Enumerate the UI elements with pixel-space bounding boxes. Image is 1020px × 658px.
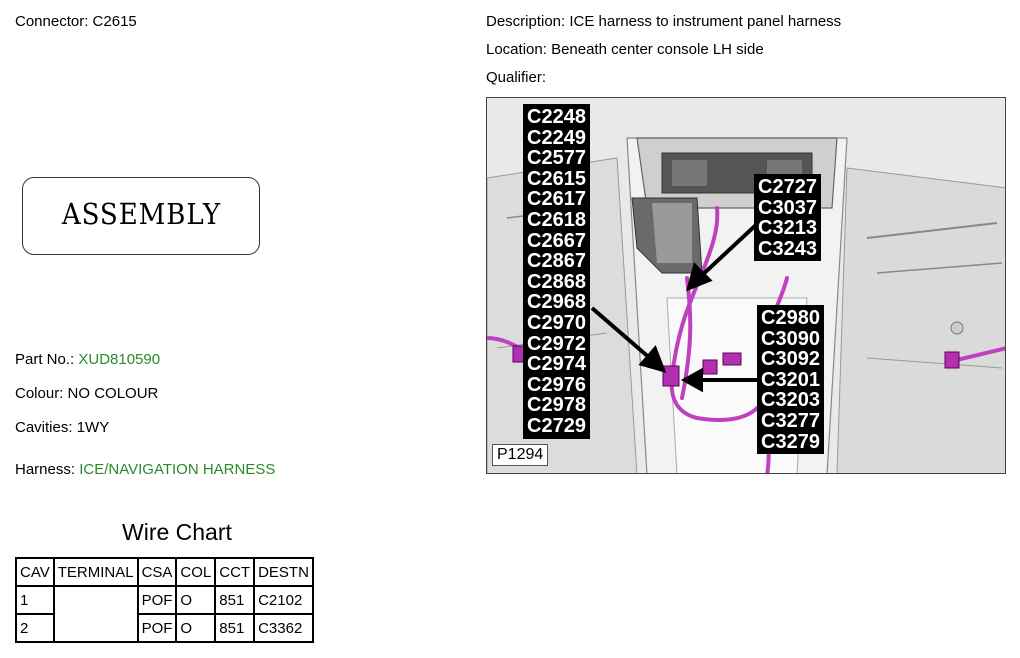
cell-destn-link[interactable]: C3362: [254, 614, 313, 642]
cell-cct: 851: [215, 586, 254, 614]
connector-value: C2615: [92, 13, 137, 30]
cavities-label: Cavities:: [15, 419, 73, 436]
colour-value: NO COLOUR: [67, 385, 159, 402]
list-item: C3243: [758, 237, 817, 260]
qualifier-line: [486, 69, 546, 86]
list-item: C2868: [527, 270, 586, 293]
qualifier-label: Qualifier:: [486, 69, 547, 86]
cell-col: O: [176, 586, 215, 614]
part-no-link[interactable]: XUD810590: [78, 351, 161, 368]
table-row: [16, 586, 313, 614]
header-terminal: TERMINAL: [54, 558, 138, 586]
harness-label: Harness:: [15, 461, 76, 478]
connector-list-left: [523, 104, 590, 439]
assembly-image: [22, 177, 260, 255]
description-label: Description:: [486, 13, 566, 30]
cell-csa: POF: [138, 586, 177, 614]
cell-cct: 851: [215, 614, 254, 642]
list-item: C2968: [527, 291, 586, 314]
list-item: C2974: [527, 353, 586, 376]
list-item: C2976: [527, 373, 586, 396]
cavities-value: 1WY: [76, 419, 110, 436]
wire-chart-title: Wire Chart: [122, 519, 232, 545]
connector-list-top-right: [754, 174, 821, 261]
assembly-label: ASSEMBLY: [61, 197, 221, 231]
part-no-line: [15, 351, 160, 368]
colour-label: Colour:: [15, 385, 64, 402]
list-item: C3037: [758, 196, 817, 219]
cell-cav: 2: [16, 614, 54, 642]
cell-col: O: [176, 614, 215, 642]
list-item: C2618: [527, 208, 586, 231]
cell-cav: 1: [16, 586, 54, 614]
list-item: C3203: [761, 389, 820, 412]
connector-line: [15, 13, 137, 30]
cell-terminal: [54, 586, 138, 642]
header-destn: DESTN: [254, 558, 313, 586]
list-item: C2577: [527, 147, 586, 170]
cavities-line: [15, 419, 109, 436]
list-item: C3090: [761, 327, 820, 350]
list-item: C2978: [527, 394, 586, 417]
header-csa: CSA: [138, 558, 177, 586]
connector-list-bottom-right: [757, 305, 824, 454]
list-item: C2615: [527, 167, 586, 190]
harness-link[interactable]: ICE/NAVIGATION HARNESS: [79, 461, 276, 478]
list-item: C3092: [761, 348, 820, 371]
list-item: C2617: [527, 188, 586, 211]
list-item: C2867: [527, 250, 586, 273]
header-cct: CCT: [215, 558, 254, 586]
part-no-label: Part No.:: [15, 351, 75, 368]
location-value: Beneath center console LH side: [551, 41, 764, 58]
location-line: [486, 41, 764, 58]
header-cav: CAV: [16, 558, 54, 586]
list-item: C2248: [527, 106, 586, 128]
list-item: C2249: [527, 126, 586, 149]
wire-chart-header-row: [16, 558, 313, 586]
list-item: C2972: [527, 332, 586, 355]
description-line: [486, 13, 841, 30]
list-item: C2667: [527, 229, 586, 252]
list-item: C3213: [758, 217, 817, 240]
header-col: COL: [176, 558, 215, 586]
list-item: C3277: [761, 409, 820, 432]
colour-line: [15, 385, 158, 402]
list-item: C3279: [761, 430, 820, 453]
description-value: ICE harness to instrument panel harness: [569, 13, 842, 30]
cell-csa: POF: [138, 614, 177, 642]
list-item: C2980: [761, 307, 820, 329]
photo-reference-label: P1294: [492, 444, 548, 466]
list-item: C3201: [761, 368, 820, 391]
cell-destn-link[interactable]: C2102: [254, 586, 313, 614]
harness-line: [15, 461, 275, 478]
connector-label: Connector:: [15, 13, 89, 30]
location-label: Location:: [486, 41, 547, 58]
list-item: C2970: [527, 311, 586, 334]
list-item: C2727: [758, 176, 817, 198]
wire-chart-table: [15, 557, 314, 643]
list-item: C2729: [527, 414, 586, 437]
